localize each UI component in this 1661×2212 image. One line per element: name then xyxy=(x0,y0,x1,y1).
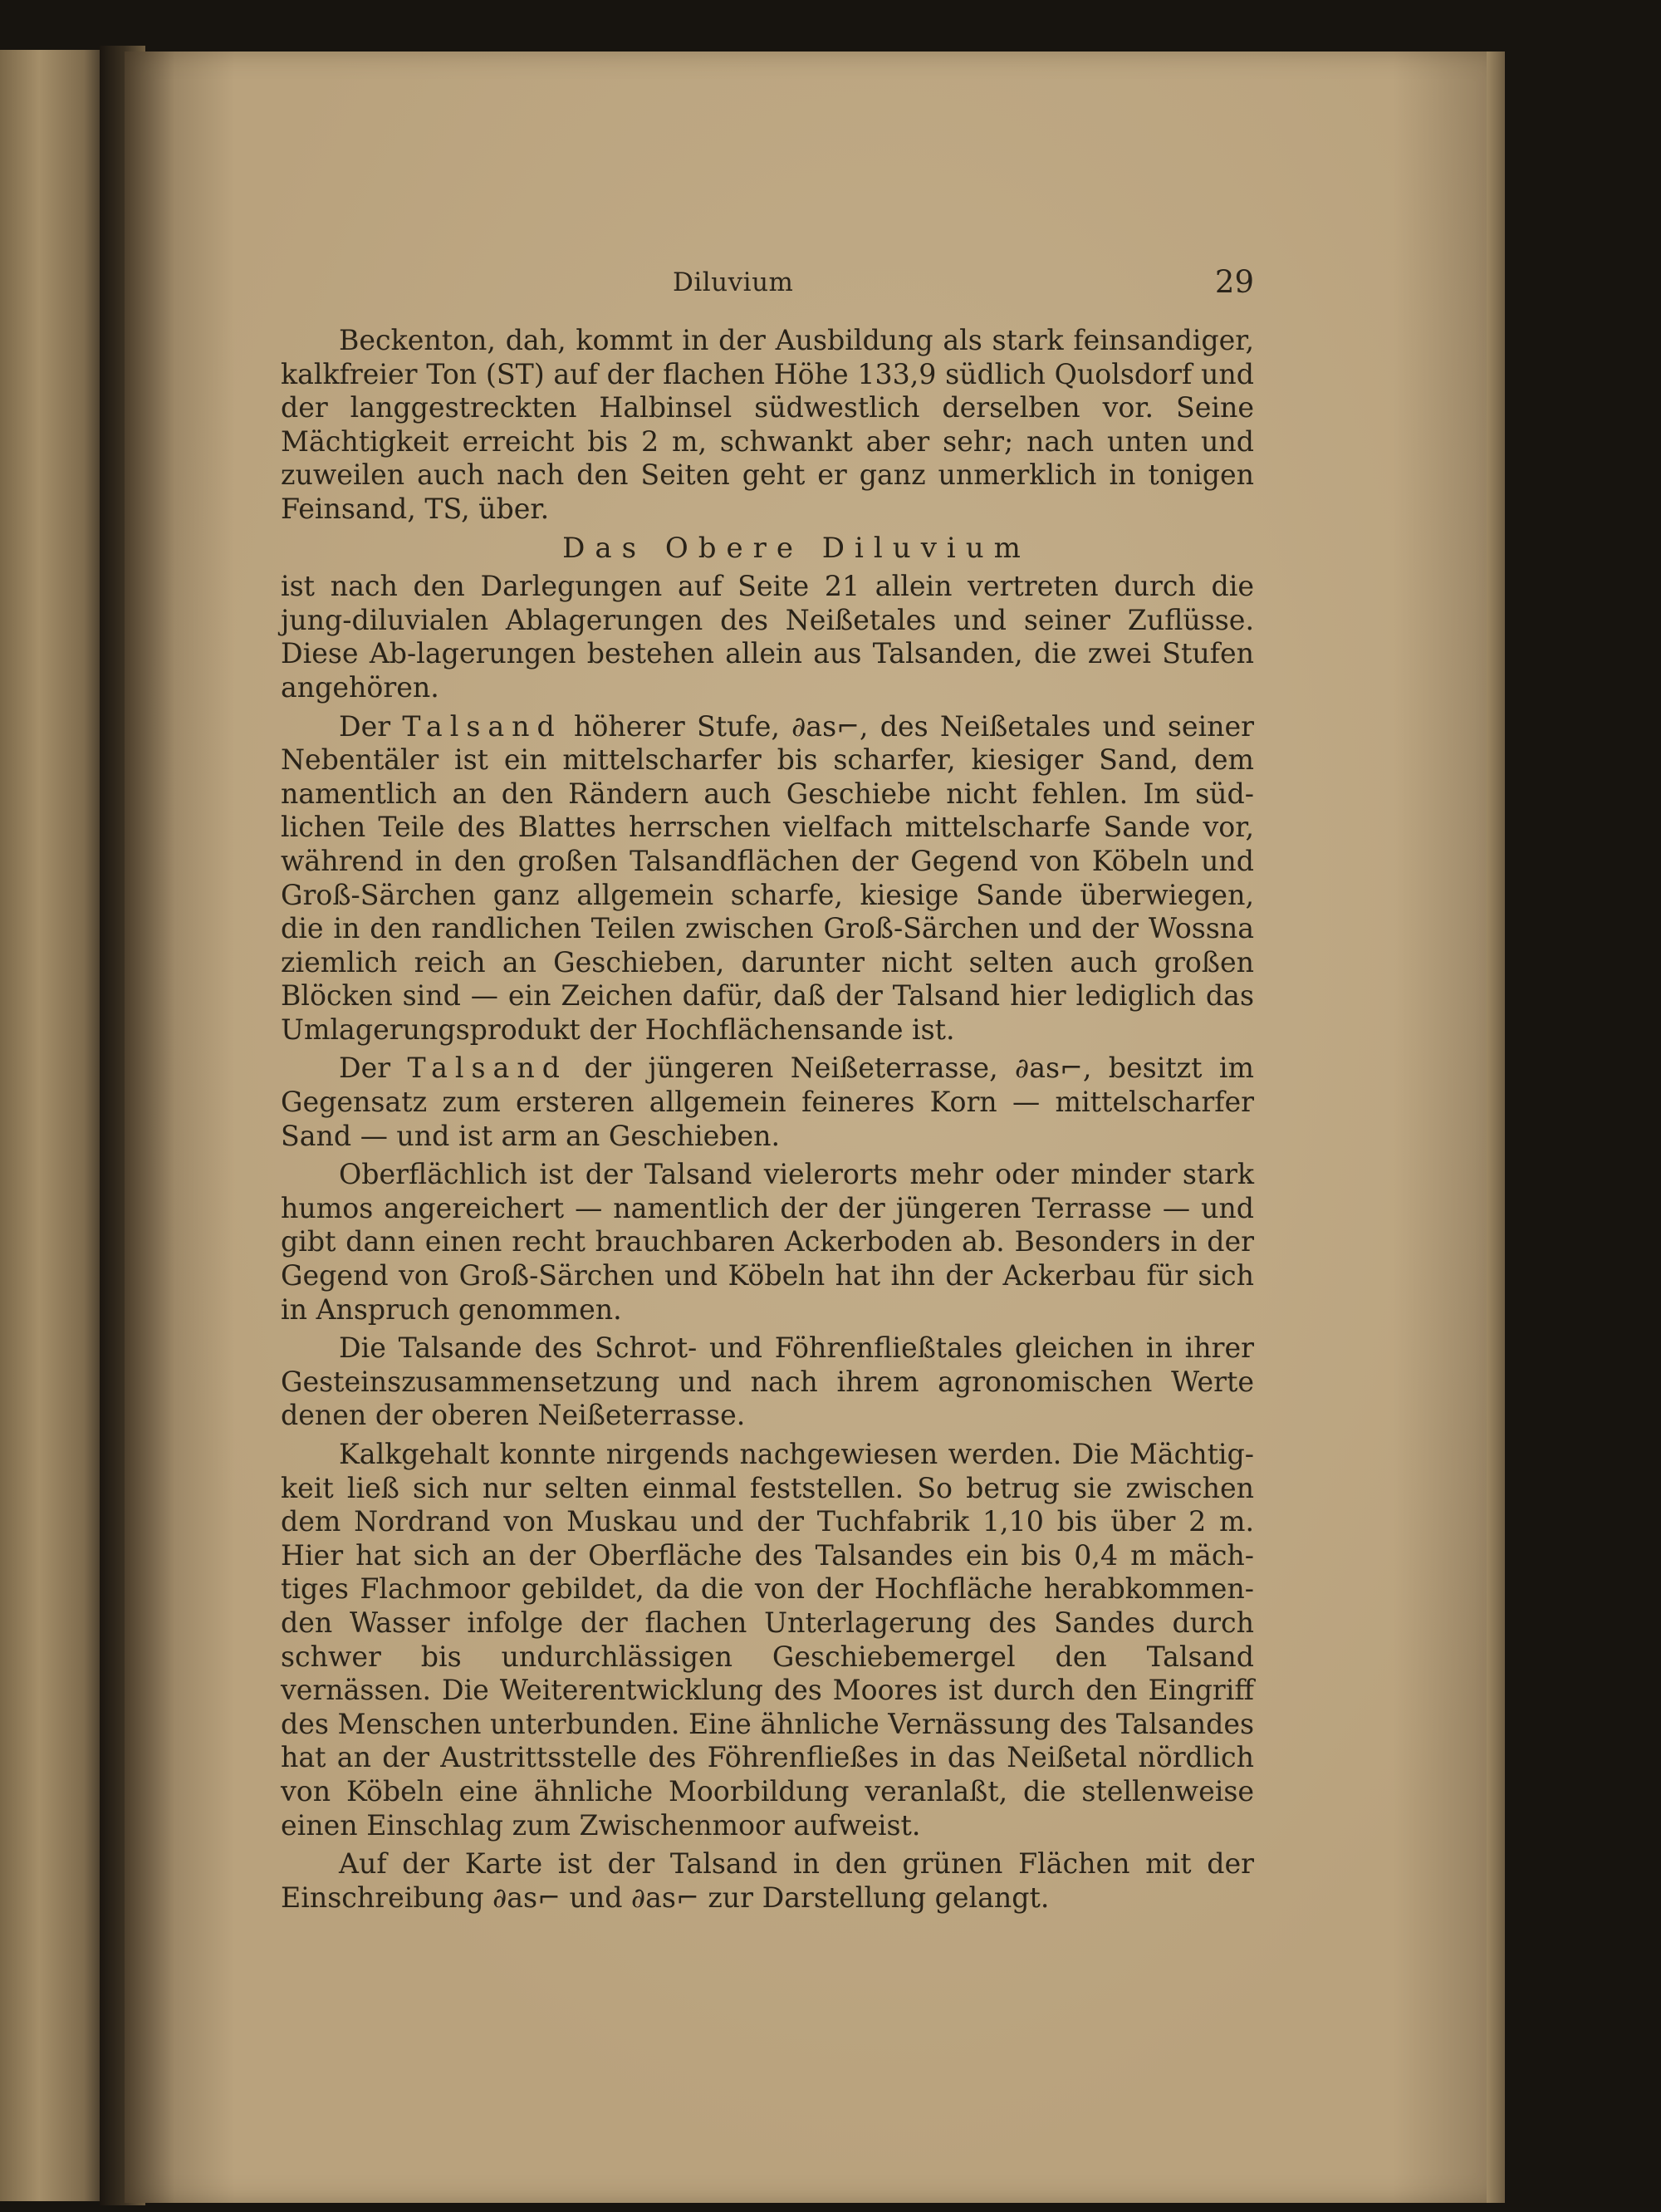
spaced-term: Talsand xyxy=(402,709,562,743)
spaced-term: Talsand xyxy=(407,1052,567,1085)
paragraph-beckenton: Beckenton, dah, kommt in der Ausbildung als stark feinsandiger, kalkfreier Ton (ST) auf der flachen Höhe 133,9 südlich Quolsdorf und der langgestreckten Halbinsel südwestlich derselben vor. Seine Mächtigkeit erreicht bis 2 m, schwankt aber sehr; nach unten und zuweilen auch nach den Seiten geht er ganz unmerklich in tonigen Feinsand, TS, über. xyxy=(281,324,1254,525)
facing-page-edge xyxy=(0,50,112,2201)
paragraph-kalkgehalt: Kalkgehalt konnte nirgends nachgewiesen werden. Die Mächtig-keit ließ sich nur selten einmal feststellen. So betrug sie zwischen dem Nordrand von Muskau und der Tuchfabrik 1,10 bis über 2 m. Hier hat sich an der Oberfläche des Talsandes ein bis 0,4 m mäch-tiges Flachmoor gebildet, da die von der Hochfläche herabkommen-den Wasser infolge der flachen Unterlagerung des Sandes durch schwer bis undurchlässigen Geschiebemergel den Talsand vernässen. Die Weiterentwicklung des Moores ist durch den Eingriff des Menschen unterbunden. Eine ähnliche Vernässung des Talsandes hat an der Austrittsstelle des Föhrenfließes in das Neißetal nördlich von Köbeln eine ähnliche Moorbildung veranlaßt, die stellenweise einen Einschlag zum Zwischenmoor aufweist. xyxy=(281,1438,1254,1842)
paragraph-rest: höherer Stufe, ∂as⌐, des Neißetales und seiner Nebentäler ist ein mittelscharfer bis scharfer, kiesiger Sand, dem namentlich an den Rändern auch Geschiebe nicht fehlen. Im süd-lichen Teile des Blattes herrschen vielfach mittelscharfe Sande vor, während in den großen Talsandflächen der Gegend von Köbeln und Groß-Särchen ganz allgemein scharfe, kiesige Sande überwiegen, die in den randlichen Teilen zwischen Groß-Särchen und der Wossna ziemlich reich an Geschieben, darunter nicht selten auch großen Blöcken sind — ein Zeichen dafür, daß der Talsand hier lediglich das Umlagerungsprodukt der Hochflächensande ist. xyxy=(281,709,1254,1046)
page-right-edge xyxy=(1487,51,1505,2203)
section-heading: Das Obere Diluvium xyxy=(562,531,1031,565)
paragraph-talsand-juengere-terrasse xyxy=(281,1052,1254,1153)
paragraph-rest: der jüngeren Neißeterrasse, ∂as⌐, besitzt im Gegensatz zum ersteren allgemein feineres Korn — mittelscharfer Sand — und ist arm an Geschieben. xyxy=(281,1052,1254,1152)
body-text xyxy=(281,324,1254,1920)
fold-shadow xyxy=(125,51,174,2203)
running-head xyxy=(158,264,1254,306)
paragraph-obere-diluvium: ist nach den Darlegungen auf Seite 21 allein vertreten durch die jung-diluvialen Ablagerungen des Neißetales und seiner Zuflüsse. Diese Ab-lagerungen bestehen allein aus Talsanden, die zwei Stufen angehören. xyxy=(281,570,1254,704)
page-number: 29 xyxy=(1214,264,1254,300)
paragraph-talsand-hoeherer-stufe xyxy=(281,710,1254,1047)
paragraph-lead: Der xyxy=(339,1052,408,1085)
paragraph-schrot-foehrenfliess: Die Talsande des Schrot- und Föhrenfließtales gleichen in ihrer Gesteinszusammensetzung und nach ihrem agronomischen Werte denen der oberen Neißeterrasse. xyxy=(281,1332,1254,1432)
paragraph-lead: Der xyxy=(339,709,403,743)
running-head-title: Diluvium xyxy=(673,267,794,297)
paragraph-oberflaechlich: Oberflächlich ist der Talsand vielerorts mehr oder minder stark humos angereichert — namentlich der der jüngeren Terrasse — und gibt dann einen recht brauchbaren Ackerboden ab. Besonders in der Gegend von Groß-Särchen und Köbeln hat ihn der Ackerbau für sich in Anspruch genommen. xyxy=(281,1158,1254,1326)
paragraph-karte: Auf der Karte ist der Talsand in den grünen Flächen mit der Einschreibung ∂as⌐ und ∂as⌐ zur Darstellung gelangt. xyxy=(281,1847,1254,1914)
